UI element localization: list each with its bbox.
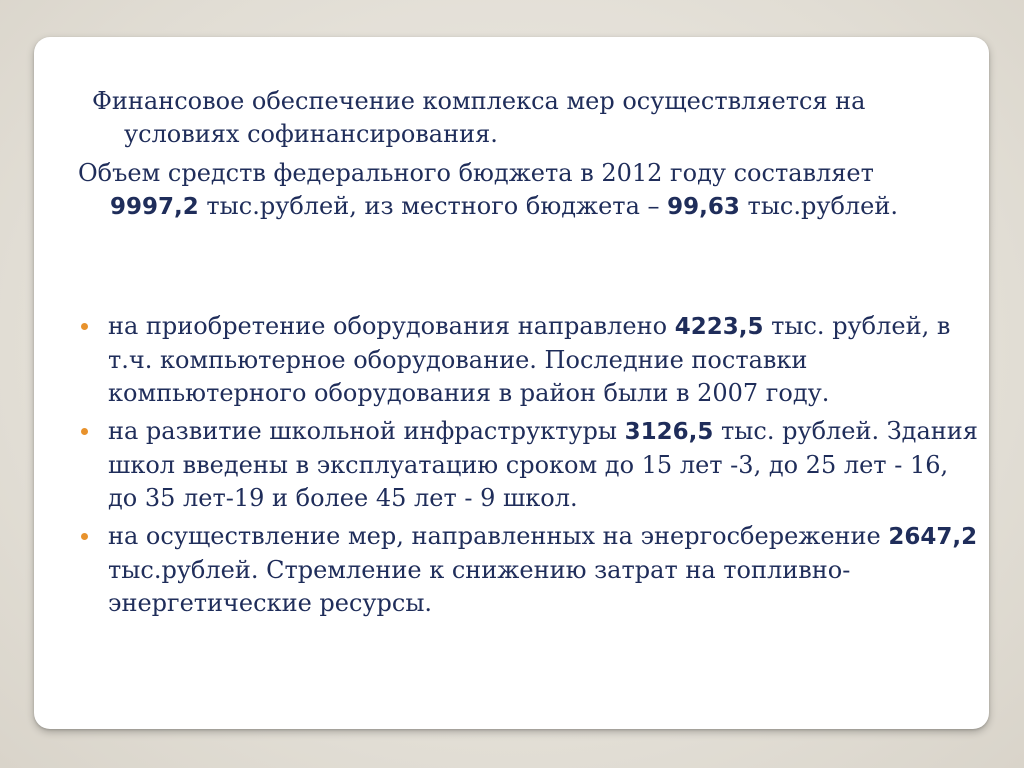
- bullet-item-energy: [78, 520, 978, 620]
- intro-paragraph: [92, 85, 972, 151]
- bullet-text-before: на приобретение оборудования направлено: [108, 312, 675, 340]
- bullet-dot-icon: [81, 428, 88, 435]
- bullet-text-after: тыс. рублей, в т.ч. компьютерное оборудование. Последние поставки компьютерного оборудования в район были в 2007 году.: [108, 312, 951, 407]
- bullet-item-equipment: [78, 310, 978, 410]
- bullet-text-before: на развитие школьной инфраструктуры: [108, 417, 625, 445]
- bullet-amount: 4223,5: [674, 314, 764, 340]
- intro-text: Финансовое обеспечение комплекса мер осуществляется на условиях софинансирования.: [92, 87, 866, 148]
- budget-text-3: тыс.рублей.: [739, 192, 898, 220]
- bullet-dot-icon: [81, 533, 88, 540]
- budget-text-2: тыс.рублей, из местного бюджета –: [198, 192, 668, 220]
- bullet-amount: 2647,2: [888, 524, 978, 550]
- slide-content: [34, 37, 989, 729]
- bullet-list: [78, 310, 978, 625]
- bullet-item-infrastructure: [78, 415, 978, 515]
- budget-paragraph: [78, 157, 968, 224]
- slide-card: [34, 37, 989, 729]
- bullet-text-before: на осуществление мер, направленных на энергосбережение: [108, 522, 889, 550]
- federal-amount: 9997,2: [110, 194, 199, 220]
- budget-text-1: Объем средств федерального бюджета в 2012 году составляет: [78, 159, 874, 187]
- local-amount: 99,63: [667, 194, 740, 220]
- bullet-dot-icon: [81, 323, 88, 330]
- bullet-amount: 3126,5: [624, 419, 714, 445]
- bullet-text-after: тыс. рублей. Здания школ введены в эксплуатацию сроком до 15 лет -3, до 25 лет - 16, до 35 лет-19 и более 45 лет - 9 школ.: [108, 417, 978, 512]
- bullet-text-after: тыс.рублей. Стремление к снижению затрат на топливно-энергетические ресурсы.: [108, 556, 851, 617]
